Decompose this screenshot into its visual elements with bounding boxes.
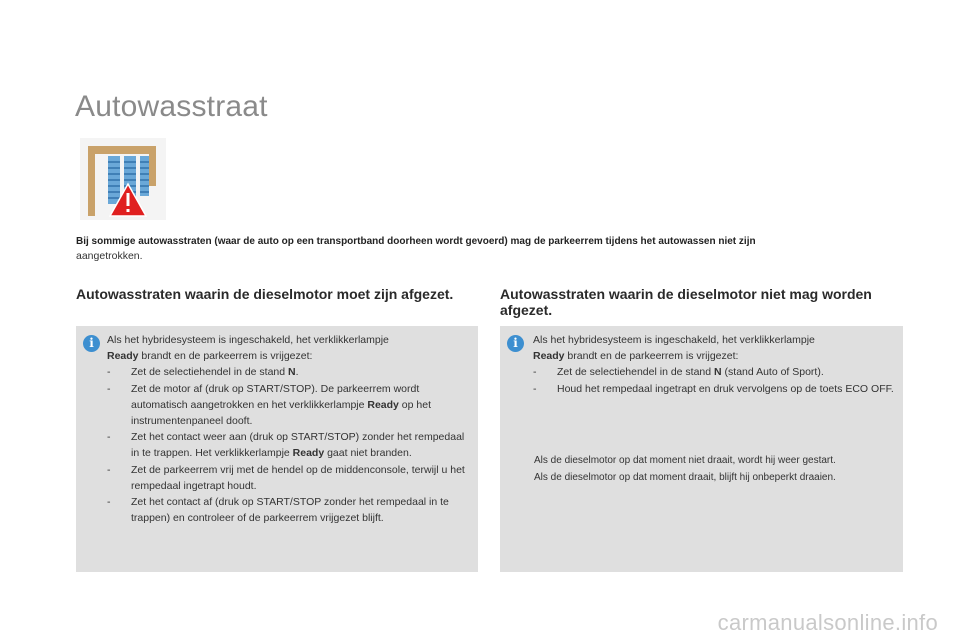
step-item (533, 381, 895, 397)
step-bullet: - (107, 382, 111, 395)
step-bullet: - (533, 382, 537, 395)
step-bold-text: Ready (367, 398, 399, 411)
step-item (107, 494, 469, 526)
info-icon: i (83, 335, 100, 352)
left-panel-text (107, 332, 469, 526)
info-icon: i (507, 335, 524, 352)
car-wash-warning-icon (80, 138, 166, 220)
right-intro-suffix: brandt en de parkeerrem is vrijgezet: (564, 350, 739, 363)
step-bullet: - (533, 366, 537, 379)
step-text-suffix: gaat niet branden. (324, 447, 412, 460)
step-text-suffix: op het instrumentenpaneel dooft. (131, 398, 432, 428)
step-bold-text: N (714, 366, 722, 379)
step-text: Houd het rempedaal ingetrapt en druk vervolgens op de toets ECO OFF. (557, 382, 894, 395)
note-line: Als de dieselmotor op dat moment niet draait, wordt hij weer gestart. (534, 455, 836, 466)
left-heading: Autowasstraten waarin de dieselmotor moet zijn afgezet. (76, 286, 454, 302)
left-info-panel (76, 326, 478, 572)
step-item (107, 429, 469, 461)
step-text: Zet de motor af (druk op START/STOP). De parkeerrem wordt automatisch aangetrokken en het verklikkerlampje (131, 382, 420, 411)
step-bold-text: N (288, 366, 296, 379)
right-notes (534, 452, 896, 486)
right-info-panel (500, 326, 903, 572)
step-text: Zet de selectiehendel in de stand (131, 366, 289, 379)
step-item (107, 381, 469, 430)
right-intro-line-2 (533, 348, 895, 364)
intro-warning-continuation: aangetrokken. (76, 250, 143, 262)
step-text: Zet de parkeerrem vrij met de hendel op de middenconsole, terwijl u het rempedaal ingetrapt houdt. (131, 463, 465, 492)
right-panel-text (533, 332, 895, 397)
left-intro-line: Als het hybridesysteem is ingeschakeld, het verklikkerlampje (107, 334, 389, 346)
step-text: Zet het contact af (druk op START/STOP zonder het rempedaal in te trappen) en controleer of de parkeerrem vrijgezet blijft. (131, 496, 449, 525)
right-intro-line: Als het hybridesysteem is ingeschakeld, het verklikkerlampje (533, 334, 815, 346)
page-title: Autowasstraat (75, 90, 268, 123)
step-item (107, 364, 469, 380)
step-text-suffix: . (295, 366, 299, 379)
note-line: Als de dieselmotor op dat moment draait, blijft hij onbeperkt draaien. (534, 472, 836, 483)
step-bullet: - (107, 463, 111, 476)
step-bullet: - (107, 496, 111, 509)
step-bullet: - (107, 366, 111, 379)
ready-label: Ready (533, 350, 565, 363)
step-text: Zet het contact weer aan (druk op START/STOP) zonder het rempedaal in te trappen. Het verklikkerlampje (131, 431, 465, 460)
right-heading: Autowasstraten waarin de dieselmotor niet mag worden afgezet. (500, 286, 872, 318)
left-intro-suffix: brandt en de parkeerrem is vrijgezet: (138, 350, 313, 363)
step-text: Zet de selectiehendel in de stand (557, 366, 715, 379)
right-steps-list (533, 364, 895, 396)
ready-label: Ready (107, 350, 139, 363)
left-steps-list (107, 364, 469, 526)
step-text-suffix: (stand Auto of Sport). (721, 366, 824, 379)
step-bold-text: Ready (292, 447, 325, 460)
step-item (107, 462, 469, 494)
step-item (533, 364, 895, 380)
left-intro-line-2 (107, 348, 469, 364)
intro-warning-text: Bij sommige autowasstraten (waar de auto op een transportband doorheen wordt gevoerd) mag de parkeerrem tijdens het autowassen niet zijn (76, 236, 756, 247)
step-bullet: - (107, 431, 111, 444)
watermark: carmanualsonline.info (717, 610, 938, 635)
